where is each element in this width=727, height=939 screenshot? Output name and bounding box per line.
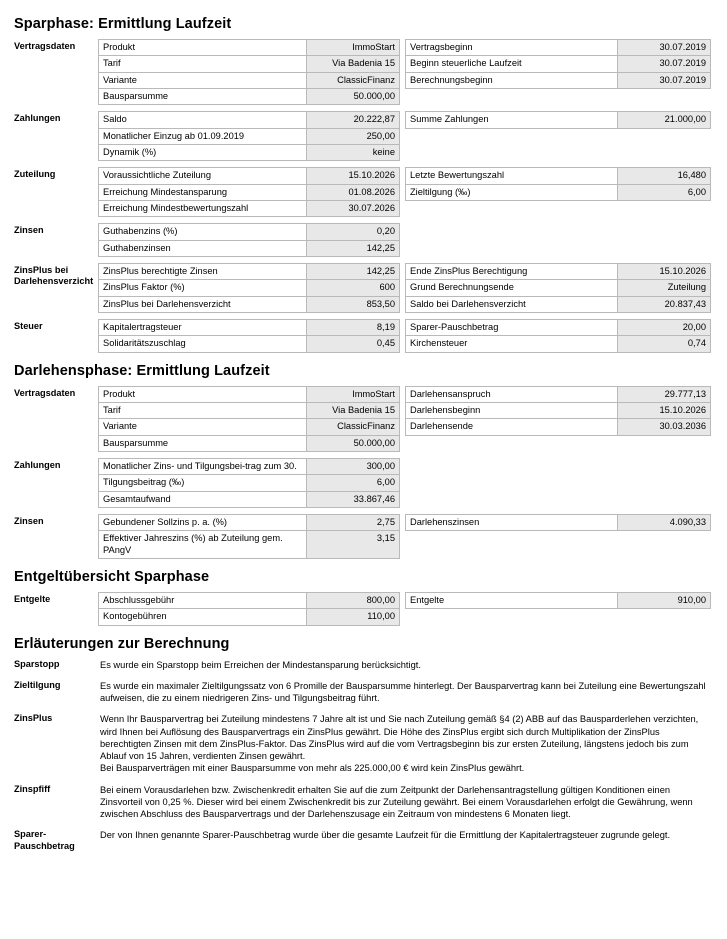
data-row (405, 419, 711, 435)
data-row-label: Abschlussgebühr (103, 594, 175, 605)
data-row (405, 280, 711, 296)
explanation-term: Sparstopp (14, 658, 60, 669)
section-group (14, 167, 713, 217)
data-row-value: 21.000,00 (617, 112, 710, 127)
data-row-value: 3,15 (306, 531, 399, 558)
data-row-value: 50.000,00 (306, 436, 399, 451)
group-body (98, 592, 713, 626)
data-row-label: Variante (103, 421, 137, 432)
data-column (405, 386, 711, 452)
explanation-item (14, 784, 713, 821)
data-row-label: Darlehensbeginn (410, 404, 481, 415)
data-row (98, 475, 400, 491)
data-row-value: ImmoStart (306, 40, 399, 55)
data-row-value: 33.867,46 (306, 492, 399, 507)
explanation-term: Sparer-Pauschbetrag (14, 829, 75, 851)
data-row-label: ZinsPlus Faktor (%) (103, 282, 185, 293)
data-row (98, 89, 400, 105)
data-row (98, 167, 400, 184)
data-row-value: 15.10.2026 (617, 403, 710, 418)
data-row (405, 592, 711, 609)
data-row (98, 386, 400, 403)
group-label: Zinsen (14, 225, 44, 236)
data-column (98, 514, 400, 559)
data-column (98, 223, 400, 257)
data-column (405, 514, 711, 559)
data-row-value: ImmoStart (306, 387, 399, 402)
data-row (405, 297, 711, 313)
data-row-value: 142,25 (306, 241, 399, 256)
data-row-label: Guthabenzins (%) (103, 226, 178, 237)
data-row-label: Ende ZinsPlus Berechtigung (410, 265, 528, 276)
group-body (98, 167, 713, 217)
section-group (14, 458, 713, 508)
explanation-text: Es wurde ein Sparstopp beim Erreichen der Mindestansparung berücksichtigt. (100, 659, 421, 670)
section-group (14, 592, 713, 626)
data-row (405, 336, 711, 352)
data-row-value: 01.08.2026 (306, 185, 399, 200)
data-row (98, 592, 400, 609)
group-label: Entgelte (14, 593, 51, 604)
data-row-label: Variante (103, 74, 137, 85)
data-row (405, 167, 711, 184)
data-row-label: Vertragsbeginn (410, 42, 473, 52)
data-row-label: Erreichung Mindestbewertungszahl (103, 202, 249, 213)
data-column (98, 386, 400, 452)
data-column (98, 319, 400, 353)
data-row (98, 111, 400, 128)
data-column (405, 592, 711, 626)
data-row-label: Solidaritätszuschlag (103, 338, 186, 349)
data-row-value: Via Badenia 15 (306, 56, 399, 71)
data-row (98, 129, 400, 145)
data-row-value: 30.07.2019 (617, 40, 710, 55)
data-column (98, 167, 400, 217)
explanation-term: Zinspfiff (14, 783, 51, 794)
data-row (98, 492, 400, 508)
data-row-label: Guthabenzinsen (103, 242, 171, 253)
data-column (405, 111, 711, 161)
data-row-value: 6,00 (617, 185, 710, 200)
section-group (14, 386, 713, 452)
explanations-title: Erläuterungen zur Berechnung (14, 635, 230, 652)
section-title: Darlehensphase: Ermittlung Laufzeit (14, 362, 270, 379)
data-row-label: Kirchensteuer (410, 338, 468, 349)
data-row-value: 20.222,87 (306, 112, 399, 127)
data-row-value: ClassicFinanz (306, 419, 399, 434)
data-row-value: 800,00 (306, 593, 399, 608)
data-row-value: keine (306, 145, 399, 160)
section-group (14, 111, 713, 161)
data-row (98, 531, 400, 559)
group-label: Zinsen (14, 515, 44, 526)
data-row-label: Effektiver Jahreszins (%) ab Zuteilung gem. PAngV (103, 533, 283, 555)
group-body (98, 386, 713, 452)
data-row-label: Tarif (103, 404, 121, 415)
explanation-text: Der von Ihnen genannte Sparer-Pauschbetrag wurde über die gesamte Laufzeit für die Ermittlung der Kapitalertragsteuer zugrunde gelegt. (100, 830, 671, 841)
data-row (98, 609, 400, 625)
data-column (98, 592, 400, 626)
group-label: Vertragsdaten (14, 41, 76, 51)
data-row (98, 185, 400, 201)
data-column (98, 111, 400, 161)
data-row-value: 110,00 (306, 609, 399, 624)
data-column (98, 458, 400, 508)
data-row-value: 30.07.2026 (306, 201, 399, 216)
data-row-value: 6,00 (306, 475, 399, 490)
data-row-label: Kontogebühren (103, 611, 167, 622)
data-row-label: Entgelte (410, 594, 445, 605)
data-row-value: 15.10.2026 (306, 168, 399, 183)
data-row-label: Summe Zahlungen (410, 114, 489, 125)
data-row-label: Zieltilgung (‰) (410, 186, 471, 197)
data-row-value: 20,00 (617, 320, 710, 335)
data-row (98, 436, 400, 452)
group-body (98, 458, 713, 508)
data-row-value: 30.07.2019 (617, 73, 710, 88)
data-column (405, 263, 711, 313)
section-group (14, 319, 713, 353)
data-column (98, 39, 400, 105)
data-row-value: 0,20 (306, 224, 399, 239)
data-row-value: 8,19 (306, 320, 399, 335)
data-row-value: 15.10.2026 (617, 264, 710, 279)
data-row-label: Darlehenszinsen (410, 516, 480, 527)
data-row-label: Grund Berechnungsende (410, 282, 514, 293)
section-title: Entgeltübersicht Sparphase (14, 568, 210, 585)
data-row (98, 145, 400, 161)
group-label: Vertragsdaten (14, 387, 76, 398)
data-row (405, 403, 711, 419)
data-row-value: 600 (306, 280, 399, 295)
data-row-label: Erreichung Mindestansparung (103, 186, 228, 197)
data-row-value: 0,74 (617, 336, 710, 351)
section-title: Sparphase: Ermittlung Laufzeit (14, 16, 232, 32)
group-label: Zahlungen (14, 113, 61, 124)
data-row (98, 403, 400, 419)
data-row-label: Gebundener Sollzins p. a. (%) (103, 516, 228, 527)
group-body (98, 263, 713, 313)
data-row-label: Saldo bei Darlehensverzicht (410, 298, 526, 309)
explanations-container (14, 659, 713, 853)
explanation-item (14, 680, 713, 705)
data-row (98, 39, 400, 56)
data-row-label: Darlehensanspruch (410, 388, 491, 399)
group-label: ZinsPlus bei Darlehensverzicht (14, 264, 94, 287)
group-body (98, 514, 713, 559)
data-row (405, 263, 711, 280)
data-row (405, 386, 711, 403)
group-label: Steuer (14, 320, 43, 331)
section-group (14, 514, 713, 559)
data-row-label: ZinsPlus berechtigte Zinsen (103, 265, 218, 276)
data-row-value: 853,50 (306, 297, 399, 312)
data-row-label: Beginn steuerliche Laufzeit (410, 58, 522, 69)
data-row-value: 142,25 (306, 264, 399, 279)
data-row (98, 458, 400, 475)
data-row-value: 2,75 (306, 515, 399, 530)
explanation-item (14, 713, 713, 774)
data-row-label: ZinsPlus bei Darlehensverzicht (103, 298, 231, 309)
data-column (405, 39, 711, 105)
data-row-label: Letzte Bewertungszahl (410, 170, 505, 181)
data-row (98, 514, 400, 531)
data-row (98, 297, 400, 313)
data-row-label: Voraussichtliche Zuteilung (103, 170, 212, 181)
data-row-label: Produkt (103, 42, 136, 52)
explanation-term: Zieltilgung (14, 679, 61, 690)
data-row-value: Zuteilung (617, 280, 710, 295)
data-row-value: 0,45 (306, 336, 399, 351)
explanation-item (14, 829, 713, 852)
data-row-value: 29.777,13 (617, 387, 710, 402)
data-row-label: Saldo (103, 114, 127, 125)
data-row-label: Monatlicher Einzug ab 01.09.2019 (103, 130, 245, 141)
data-row-label: Gesamtaufwand (103, 493, 171, 504)
data-row-label: Darlehensende (410, 421, 474, 432)
data-row-label: Monatlicher Zins- und Tilgungsbei-trag zum 30. (103, 460, 297, 471)
data-row-value: 30.03.2036 (617, 419, 710, 434)
data-row-label: Dynamik (%) (103, 146, 157, 157)
data-row (98, 336, 400, 352)
data-row-value: 30.07.2019 (617, 56, 710, 71)
data-row (405, 56, 711, 72)
data-row (405, 39, 711, 56)
section-group (14, 263, 713, 313)
data-row (98, 223, 400, 240)
data-row-label: Tarif (103, 58, 121, 69)
data-row-value: 50.000,00 (306, 89, 399, 104)
group-body (98, 111, 713, 161)
data-row-value: 20.837,43 (617, 297, 710, 312)
data-row (98, 263, 400, 280)
data-row-label: Berechnungsbeginn (410, 74, 493, 85)
explanation-item (14, 659, 713, 671)
group-body (98, 39, 713, 105)
sections-container (14, 16, 713, 626)
data-row (98, 319, 400, 336)
data-row-value: 4.090,33 (617, 515, 710, 530)
data-row (98, 73, 400, 89)
data-row (98, 56, 400, 72)
data-row (405, 185, 711, 201)
data-row (405, 319, 711, 336)
explanation-text: Bei einem Vorausdarlehen bzw. Zwischenkredit erhalten Sie auf die zum Zeitpunkt der Darlehensantragstellung gültigen Konditionen einen Zinsvorteil von 0,25 %. Dieser wird bei einem Zwischenkredit bis zur Zuteilung gewährt. Bei einem Vorausdarlehen erfolgt die Gewährung, wenn zwischen Abschluss des Bausparvertrags und der Darlehenszusage ein Zeitraum von mindestens 6 Monaten liegt. (100, 784, 693, 820)
data-row-label: Tilgungsbeitrag (‰) (103, 477, 185, 488)
data-row (98, 280, 400, 296)
explanation-text: Es wurde ein maximaler Zieltilgungssatz von 6 Promille der Bausparsumme hinterlegt. Der Bausparvertrag kann bei Zuteilung eine Bewertungszahl aufweisen, die zu einem niedrigeren Zins- und Tilgungsbeitrag führt. (100, 680, 706, 704)
data-row-value: 300,00 (306, 459, 399, 474)
group-label: Zuteilung (14, 169, 56, 180)
data-row-value: 16,480 (617, 168, 710, 183)
data-row (98, 201, 400, 217)
data-row-value: 910,00 (617, 593, 710, 608)
data-row (405, 111, 711, 128)
data-row-label: Bausparsumme (103, 90, 169, 101)
data-row (98, 419, 400, 435)
data-row-value: ClassicFinanz (306, 73, 399, 88)
data-row-label: Sparer-Pauschbetrag (410, 321, 499, 332)
data-row-label: Bausparsumme (103, 437, 169, 448)
data-row-value: 250,00 (306, 129, 399, 144)
group-body (98, 319, 713, 353)
data-row (405, 514, 711, 531)
group-label: Zahlungen (14, 459, 61, 470)
data-row-label: Kapitalertragsteuer (103, 321, 182, 332)
data-column (405, 458, 711, 508)
data-row (98, 241, 400, 257)
section-group (14, 223, 713, 257)
data-column (405, 167, 711, 217)
explanation-text: Wenn Ihr Bausparvertrag bei Zuteilung mindestens 7 Jahre alt ist und Sie nach Zuteilung gemäß §4 (2) ABB auf das Bausparderlehen verzichten, wird Ihnen bei Auflösung des Bausparvertrags ein ZinsPlus gewährt. Die Höhe des ZinsPlus ergibt sich durch Multiplikation der ZinsPlus berechtigten Zinsen mit dem ZinsPlus-Faktor. Das ZinsPlus wird auf die vom Vertragsbeginn bis zur ersten Zuteilung, längstens jedoch bis zum Ablauf von 15 Jahren, verdienten Zinsen gewährt. Bei Bausparverträgen mit einer Bausparsumme von mehr als 225.000,00 € wird kein ZinsPlus gewährt. (100, 714, 699, 774)
data-row-value: Via Badenia 15 (306, 403, 399, 418)
data-row (405, 73, 711, 89)
data-column (98, 263, 400, 313)
group-body (98, 223, 713, 257)
explanation-term: ZinsPlus (14, 713, 53, 724)
data-column (405, 319, 711, 353)
data-row-label: Produkt (103, 388, 136, 399)
section-group (14, 39, 713, 105)
data-column (405, 223, 711, 257)
